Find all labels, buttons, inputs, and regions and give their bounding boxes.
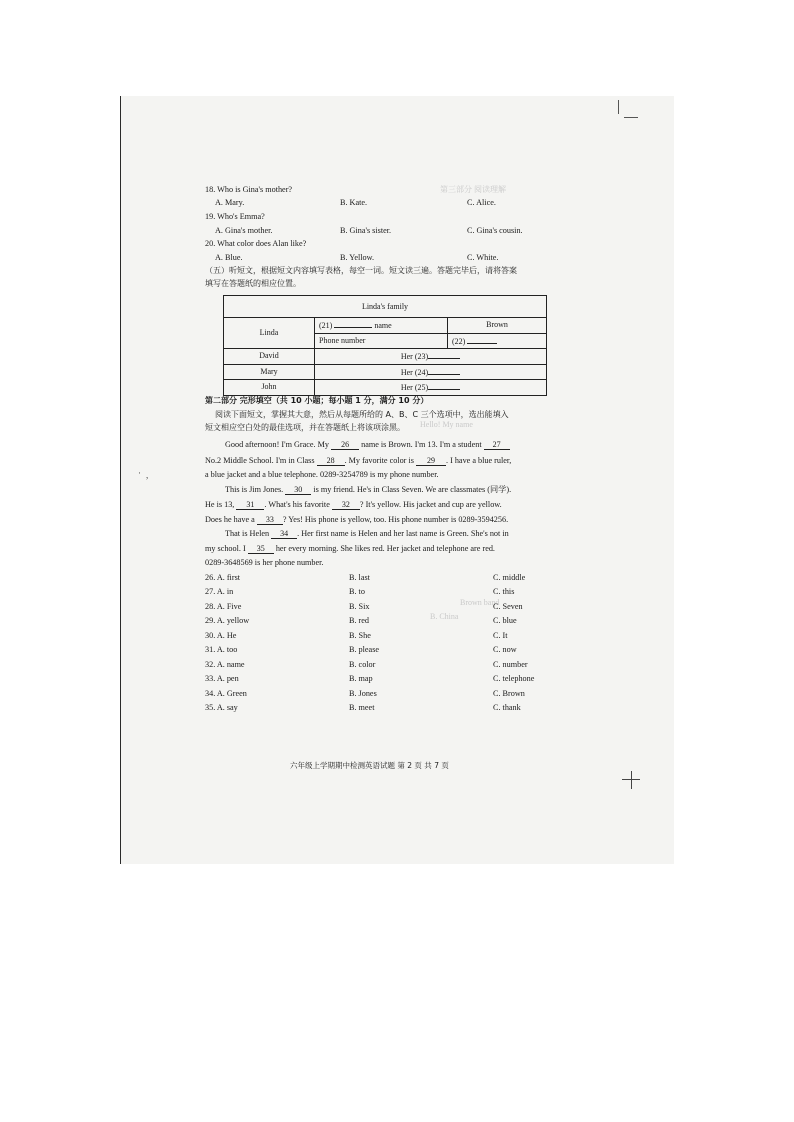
passage-text: No.2 Middle School. I'm in Class: [205, 456, 315, 465]
option-29c: C. blue: [493, 616, 517, 625]
option-19b: B. Gina's sister.: [340, 226, 392, 235]
passage-line-7: [225, 529, 509, 539]
option-18c: C. Alice.: [467, 198, 496, 207]
blank-25-line[interactable]: [428, 381, 460, 390]
option-34b: B. Jones: [349, 689, 377, 698]
blank-24-label: Her (24): [400, 367, 429, 377]
table-cell-john: John: [224, 380, 315, 396]
option-33c: C. telephone: [493, 674, 535, 683]
question-20: 20. What color does Alan like?: [205, 239, 307, 248]
blank-28[interactable]: 28: [317, 456, 345, 466]
option-33b: B. map: [349, 674, 373, 683]
passage-text: . My favorite color is: [344, 456, 414, 465]
option-30c: C. It: [493, 631, 508, 640]
table-cell-24: [315, 364, 547, 380]
part2-instruction-2: 短文相应空白处的最佳选项，并在答题纸上将该项涂黑。: [205, 423, 405, 432]
passage-text: . I have a blue ruler,: [445, 456, 512, 465]
option-27c: C. this: [493, 587, 515, 596]
option-32b: B. color: [349, 660, 376, 669]
table-cell-21: [315, 318, 448, 334]
passage-line-8: [205, 544, 495, 554]
passage-text: He is 13,: [205, 500, 235, 509]
scan-speck: ,: [146, 470, 149, 480]
passage-text: ? It's yellow. His jacket and cup are yellow.: [359, 500, 502, 509]
option-30b: B. She: [349, 631, 371, 640]
table-cell-23: [315, 349, 547, 365]
part2-heading: 第二部分 完形填空（共 10 小题；每小题 1 分，满分 10 分）: [205, 396, 429, 405]
option-29a: 29. A. yellow: [205, 616, 250, 625]
blank-23-line[interactable]: [428, 350, 460, 359]
blank-30[interactable]: 30: [285, 485, 311, 495]
passage-line-6: [205, 515, 508, 525]
option-31c: C. now: [493, 645, 517, 654]
option-19a: A. Gina's mother.: [215, 226, 273, 235]
exam-page: 第三部分 阅读理解 Hello! My name Brown band B. China 18. Who is Gina's mother? A. Mary. B. Kate. C. Alice. 19. Who's Emma? A. Gina's mother. B. Gina's sister. C. Gina's cousin. 20. What color does Alan like? A. Blue. B. Yellow. C. White. （五）听短文，根据短文内容填写表格，每空一词。短文读三遍。答题完毕后，请将答案 填写在答题纸的相应位置。 Linda's family Linda (21) name Brown Phone number (22) David Her (23) Mary Her (24) John Her (25) 第二部分 完形填空（共 10 小题；每小题 1 分，满分 10 分） 阅读下面短文，掌握其大意，然后从每题所给的 A、B、C 三个选项中，选出能填入 短文相应空白处的最佳选项，并在答题纸上将该项涂黑。 Good afternoon! I'm Grace. My 26 name is Brown. I'm 13. I'm a student 27 No.2 Middle School. I'm in Class 28 . My favorite color is 29 . I have a blue ruler, a blue jacket and a blue telephone. 0289-3254789 is my phone number. This is Jim Jones. 30 is my friend. He's in Class Seven. We are classmates (同学). He is 13, 31 . What's his favorite 32 ? It's yellow. His jacket and cup are yellow. Does he have a 33 ? Yes! His phone is yellow, too. His phone number is 0289-3594256. That is Helen 34 . Her first name is Helen and her last name is Green. She's not in my school. I 35 her every morning. She likes red. Her jacket and telephone are red. 0289-3648569 is her phone number. 26. A. first B. last C. middle 27. A. in B. to C. this 28. A. Five B. Six C. Seven 29. A. yellow B. red C. blue 30. A. He B. She C. It 31. A. too B. please C. now 32. A. name B. color C. number 33. A. pen B. map C. telephone 34. A. Green B. Jones C. Brown 35. A. say B. meet C. thank 六年级上学期期中检测英语试题 第 2 页 共 7 页 · ,: [0, 0, 794, 1122]
blank-21-label: (21): [319, 321, 333, 331]
question-19: 19. Who's Emma?: [205, 212, 265, 221]
passage-line-5: [205, 500, 502, 510]
option-26b: B. last: [349, 573, 370, 582]
option-18b: B. Kate.: [340, 198, 368, 207]
lindas-family-table: [223, 295, 547, 396]
option-30a: 30. A. He: [205, 631, 237, 640]
table-cell-mary: Mary: [224, 364, 315, 380]
option-31a: 31. A. too: [205, 645, 238, 654]
passage-line-2: [205, 456, 511, 466]
passage-text: . Her first name is Helen and her last name is Green. She's not in: [297, 529, 509, 538]
table-cell-brown: Brown: [448, 318, 547, 334]
option-33a: 33. A. pen: [205, 674, 239, 683]
section5-instruction-2: 填写在答题纸的相应位置。: [205, 279, 301, 288]
scan-speck: ·: [138, 468, 141, 478]
option-35a: 35. A. say: [205, 703, 238, 712]
name-label: name: [374, 321, 392, 331]
option-18a: A. Mary.: [215, 198, 245, 207]
blank-22-label: (22): [452, 336, 466, 346]
blank-25-label: Her (25): [400, 383, 429, 393]
option-26a: 26. A. first: [205, 573, 241, 582]
option-27b: B. to: [349, 587, 365, 596]
option-20b: B. Yellow.: [340, 253, 375, 262]
passage-line-3: a blue jacket and a blue telephone. 0289-3254789 is my phone number.: [205, 470, 439, 479]
passage-text: my school. I: [205, 544, 246, 553]
passage-line-1: [225, 440, 510, 450]
table-cell-22: [448, 333, 547, 349]
passage-text: That is Helen: [225, 529, 270, 538]
option-35b: B. meet: [349, 703, 375, 712]
table-title: Linda's family: [224, 296, 547, 318]
blank-29[interactable]: 29: [416, 456, 446, 466]
option-32c: C. number: [493, 660, 528, 669]
blank-26[interactable]: 26: [331, 440, 359, 450]
question-18: 18. Who is Gina's mother?: [205, 185, 293, 194]
passage-text: her every morning. She likes red. Her jacket and telephone are red.: [275, 544, 495, 553]
table-cell-linda: Linda: [224, 318, 315, 349]
option-34c: C. Brown: [493, 689, 525, 698]
table-cell-david: David: [224, 349, 315, 365]
option-34a: 34. A. Green: [205, 689, 247, 698]
blank-34[interactable]: 34: [271, 529, 297, 539]
option-20c: C. White.: [467, 253, 499, 262]
blank-27[interactable]: 27: [484, 440, 510, 450]
option-28a: 28. A. Five: [205, 602, 242, 611]
option-19c: C. Gina's cousin.: [467, 226, 523, 235]
blank-33[interactable]: 33: [257, 515, 283, 525]
option-26c: C. middle: [493, 573, 526, 582]
passage-text: ? Yes! His phone is yellow, too. His phone number is 0289-3594256.: [282, 515, 509, 524]
option-35c: C. thank: [493, 703, 521, 712]
section5-instruction: （五）听短文，根据短文内容填写表格，每空一词。短文读三遍。答题完毕后，请将答案: [205, 266, 517, 275]
blank-24-line[interactable]: [428, 366, 460, 375]
page-footer: 六年级上学期期中检测英语试题 第 2 页 共 7 页: [290, 761, 449, 770]
blank-21-line[interactable]: [334, 319, 372, 328]
table-cell-25: [315, 380, 547, 396]
passage-line-4: [225, 485, 511, 495]
blank-23-label: Her (23): [400, 352, 429, 362]
option-27a: 27. A. in: [205, 587, 234, 596]
passage-text: is my friend. He's in Class Seven. We are classmates (同学).: [313, 485, 512, 494]
passage-text: Good afternoon! I'm Grace. My: [225, 440, 330, 449]
blank-35[interactable]: 35: [248, 544, 274, 554]
option-28c: C. Seven: [493, 602, 523, 611]
part2-instruction: 阅读下面短文，掌握其大意，然后从每题所给的 A、B、C 三个选项中，选出能填入: [215, 410, 509, 419]
blank-31[interactable]: 31: [236, 500, 264, 510]
passage-text: name is Brown. I'm 13. I'm a student: [361, 440, 482, 449]
passage-text: . What's his favorite: [264, 500, 330, 509]
passage-text: This is Jim Jones.: [225, 485, 284, 494]
blank-32[interactable]: 32: [332, 500, 360, 510]
option-20a: A. Blue.: [215, 253, 243, 262]
option-29b: B. red: [349, 616, 370, 625]
passage-line-9: 0289-3648569 is her phone number.: [205, 558, 324, 567]
table-cell-phone-label: Phone number: [315, 333, 448, 349]
passage-text: Does he have a: [205, 515, 255, 524]
option-28b: B. Six: [349, 602, 370, 611]
option-31b: B. please: [349, 645, 380, 654]
option-32a: 32. A. name: [205, 660, 245, 669]
blank-22-line[interactable]: [467, 335, 497, 344]
